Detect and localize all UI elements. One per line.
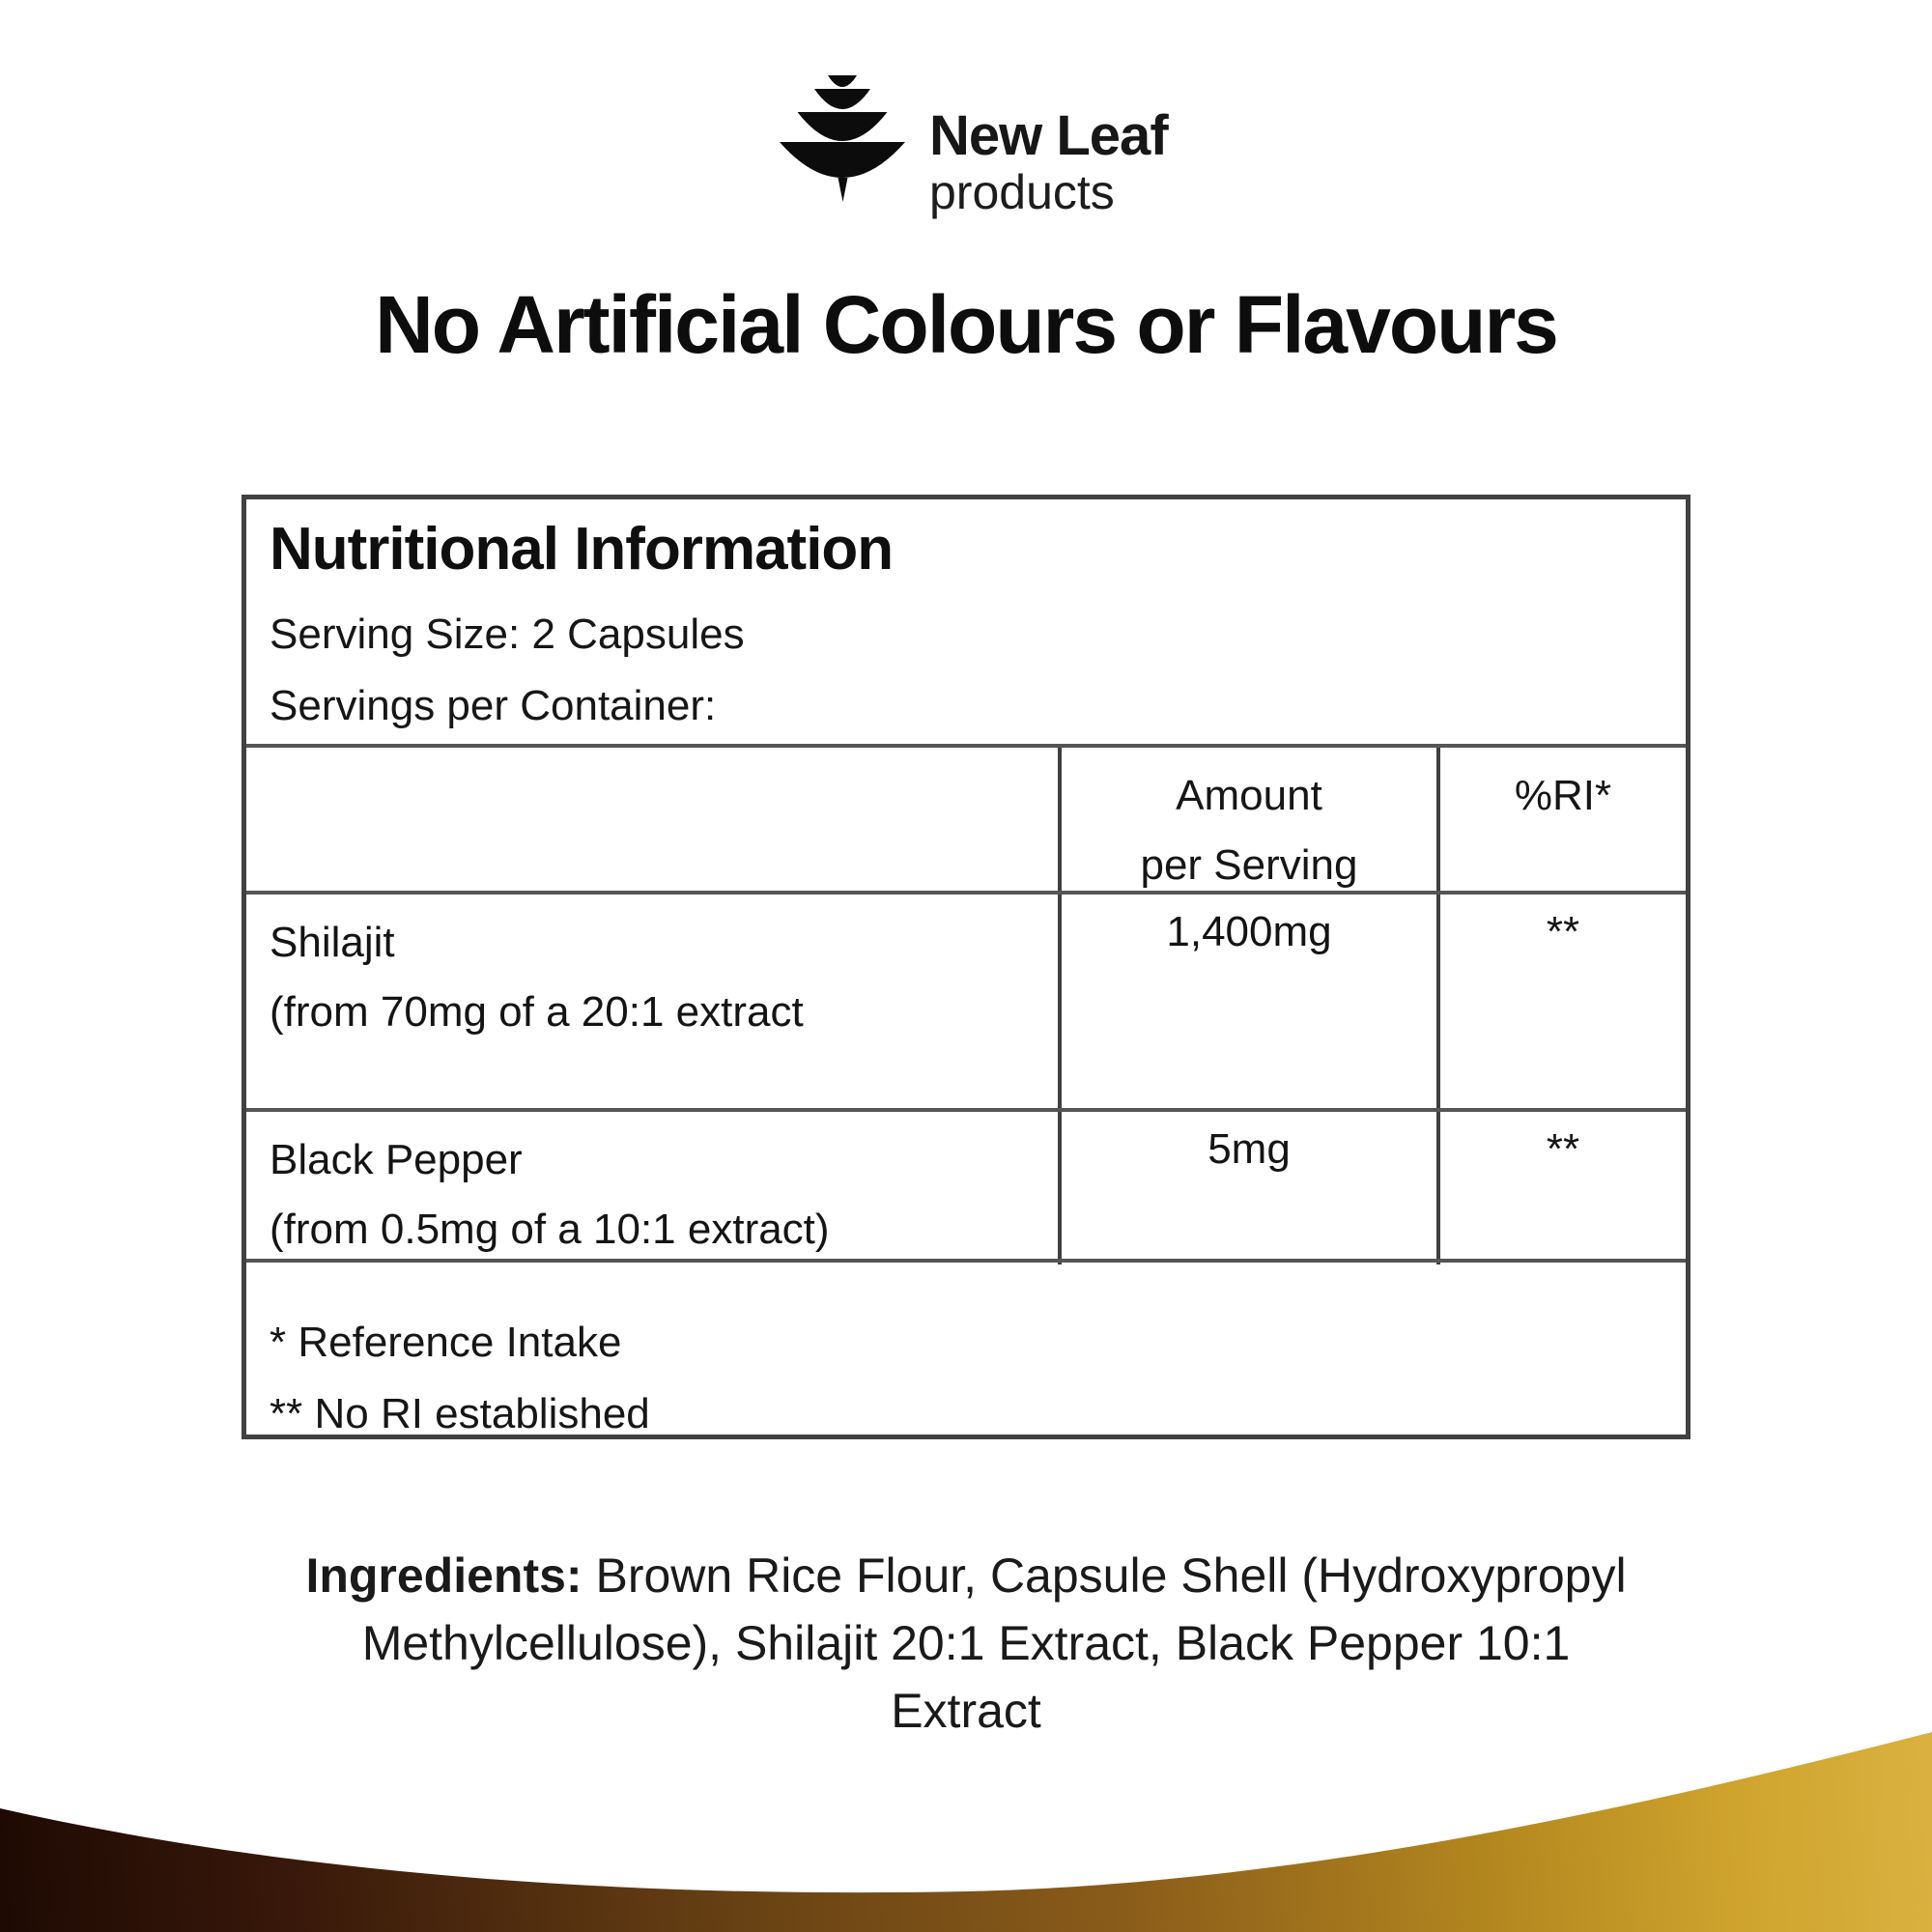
column-header-ri: %RI* (1436, 748, 1686, 900)
ingredient-name-cell (246, 1112, 1058, 1264)
ingredients-label: Ingredients: (305, 1548, 582, 1603)
ingredients-line1: Brown Rice Flour, Capsule Shell (Hydroxypropyl (582, 1548, 1627, 1603)
brand-logo (775, 68, 1168, 219)
ingredient-amount: 5mg (1058, 1112, 1436, 1264)
footnote-reference-intake: * Reference Intake (270, 1319, 622, 1366)
column-header-blank (246, 748, 1058, 900)
ingredient-detail: (from 0.5mg of a 10:1 extract) (270, 1206, 830, 1253)
table-footnotes (246, 1259, 1686, 1450)
serving-size-line: Serving Size: 2 Capsules (270, 611, 745, 658)
column-header-row (246, 744, 1686, 891)
footnote-no-ri: ** No RI established (270, 1390, 650, 1437)
ingredient-name: Shilajit (270, 919, 395, 966)
ingredient-detail: (from 70mg of a 20:1 extract (270, 988, 804, 1036)
nutrition-table-header (246, 499, 1686, 744)
table-row-black-pepper (246, 1108, 1686, 1259)
gold-wave-decoration (0, 1690, 1932, 1932)
column-header-amount-line2: per Serving (1140, 841, 1358, 889)
claim-heading: No Artificial Colours or Flavours (375, 279, 1557, 370)
ingredient-name-cell (246, 895, 1058, 1108)
servings-per-container-line: Servings per Container: (270, 682, 717, 729)
nutrition-table (242, 495, 1690, 1439)
ingredients-line3: Extract (891, 1684, 1041, 1738)
ingredient-ri: ** (1436, 1112, 1686, 1264)
column-header-amount-line1: Amount (1176, 772, 1322, 819)
brand-subtitle: products (929, 165, 1115, 219)
brand-name: New Leaf (929, 104, 1168, 167)
ingredient-amount: 1,400mg (1058, 895, 1436, 1108)
ingredients-line2: Methylcellulose), Shilajit 20:1 Extract, Black Pepper 10:1 (361, 1616, 1571, 1670)
table-title: Nutritional Information (270, 516, 894, 582)
brand-logo-text (929, 104, 1168, 219)
table-row-shilajit (246, 891, 1686, 1108)
leaf-tree-icon (775, 68, 910, 203)
ingredient-ri: ** (1436, 895, 1686, 1108)
ingredient-name: Black Pepper (270, 1136, 523, 1183)
column-header-amount (1058, 748, 1436, 900)
